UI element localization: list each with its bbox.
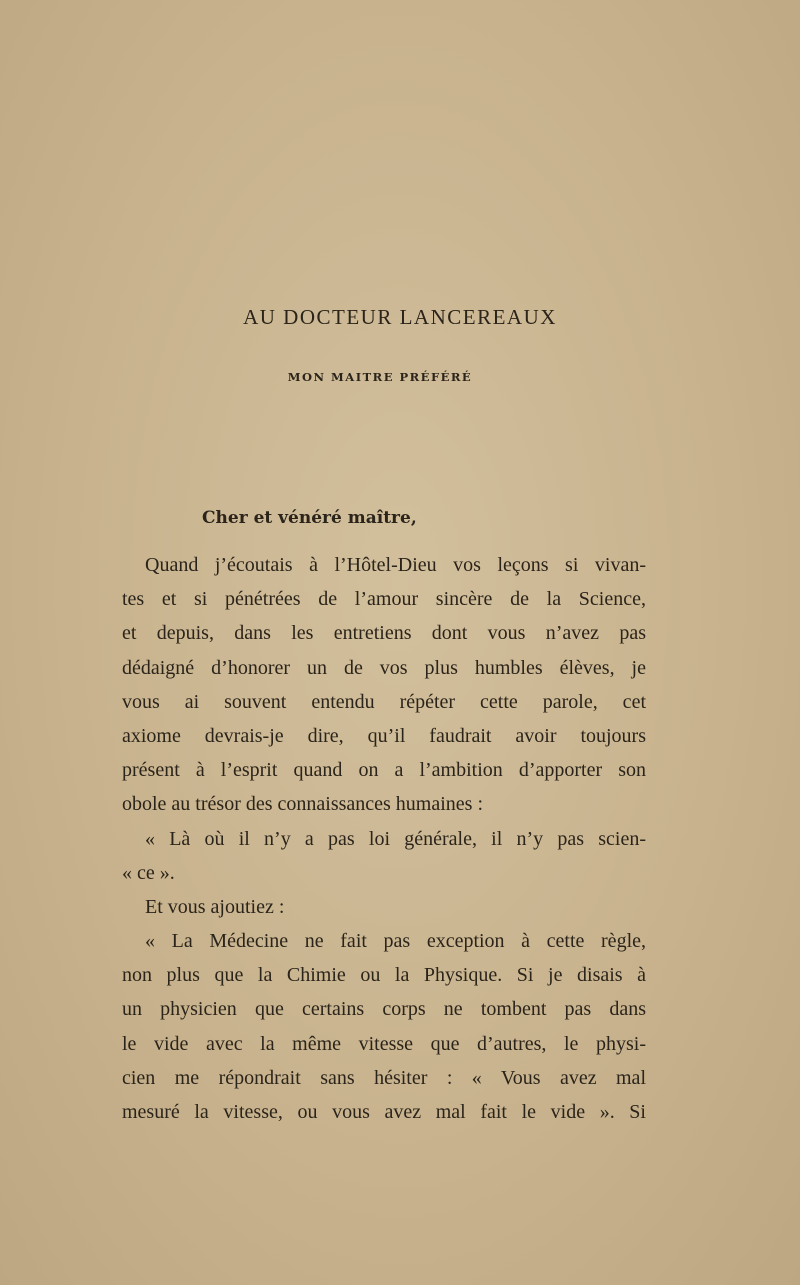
text-line: cien me répondrait sans hésiter : « Vous avez mal: [122, 1066, 646, 1089]
text-line: et depuis, dans les entretiens dont vous n’avez pas: [122, 622, 646, 645]
text-line: « La Médecine ne fait pas exception à cette règle,: [145, 930, 646, 953]
salutation: Cher et vénéré maître,: [202, 508, 417, 528]
text-line: obole au trésor des connaissances humaines :: [122, 793, 484, 816]
letter-body: [122, 548, 646, 1129]
text-line: « Là où il n’y a pas loi générale, il n’y pas scien-: [145, 827, 646, 850]
text-line: axiome devrais-je dire, qu’il faudrait avoir toujours: [122, 724, 646, 747]
text-line: vous ai souvent entendu répéter cette parole, cet: [122, 690, 646, 713]
text-line: « ce ».: [122, 861, 175, 884]
text-line: tes et si pénétrées de l’amour sincère de la Science,: [122, 588, 646, 611]
text-line: non plus que la Chimie ou la Physique. Si je disais à: [122, 964, 646, 987]
dedication-title: AU DOCTEUR LANCEREAUX: [243, 305, 557, 329]
text-line: le vide avec la même vitesse que d’autres, le physi-: [122, 1032, 646, 1055]
text-line: mesuré la vitesse, ou vous avez mal fait le vide ». Si: [122, 1101, 646, 1123]
text-line: dédaigné d’honorer un de vos plus humbles élèves, je: [122, 656, 646, 679]
text-line: Quand j’écoutais à l’Hôtel-Dieu vos leçons si vivan-: [145, 554, 646, 576]
dedication-subtitle: MON MAITRE PRÉFÉRÉ: [287, 370, 473, 384]
text-line: présent à l’esprit quand on a l’ambition d’apporter son: [122, 759, 646, 782]
text-line: un physicien que certains corps ne tombent pas dans: [122, 998, 646, 1021]
text-line: Et vous ajoutiez :: [145, 895, 285, 918]
